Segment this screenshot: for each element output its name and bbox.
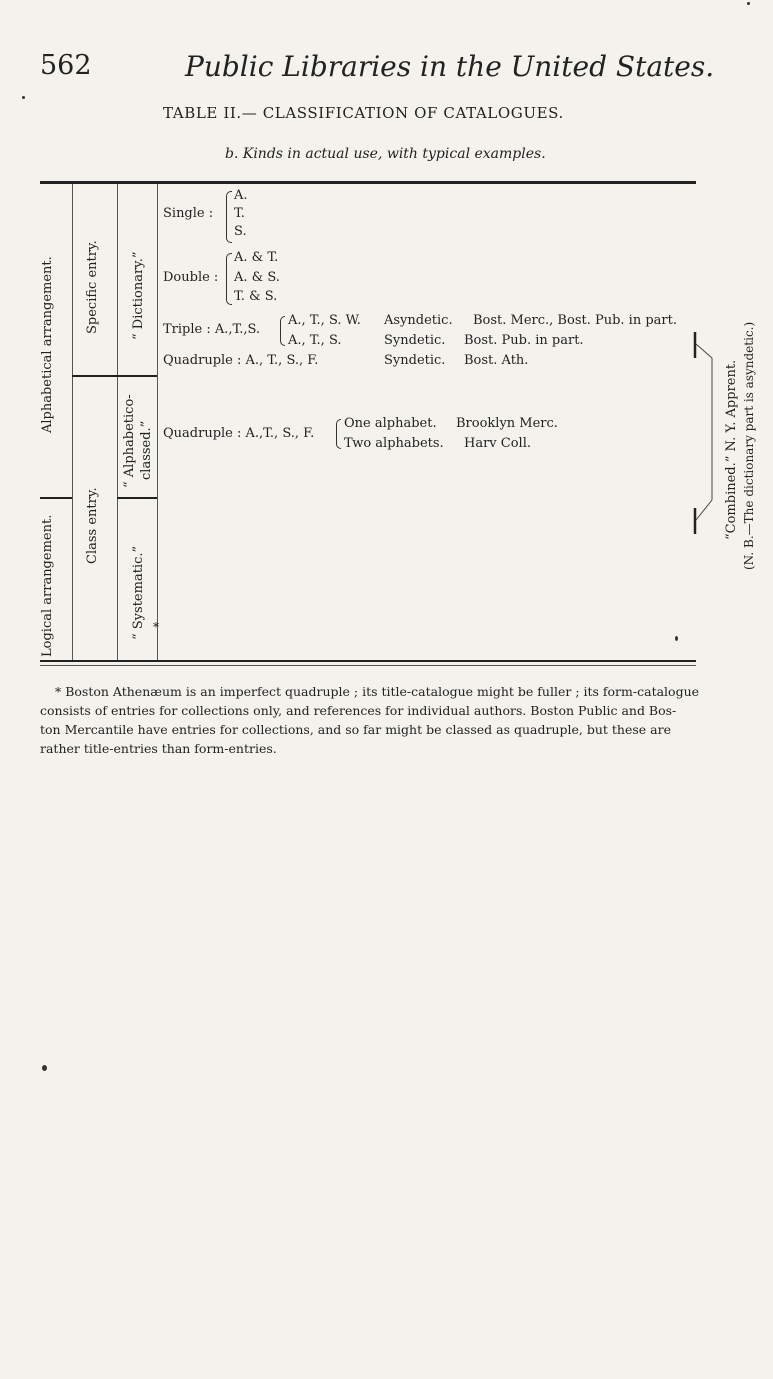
table-title: TABLE II.— CLASSIFICATION OF CATALOGUES.	[163, 104, 564, 122]
quadruple-classed-label: Quadruple : A.,T., S., F.	[163, 426, 315, 441]
triple-example-1: Bost. Merc., Bost. Pub. in part.	[473, 313, 677, 328]
quadruple-label: Quadruple : A., T., S., F.	[163, 353, 319, 368]
column-divider-3	[157, 184, 158, 660]
header-alphabetical-arrangement: Alphabetical arrangement.	[40, 256, 55, 433]
footnote-line-4: rather title-entries than form-entries.	[40, 741, 277, 756]
row-divider-classed-systematic	[117, 497, 157, 499]
triple-example-2: Bost. Pub. in part.	[464, 333, 584, 348]
quadruple-type: Syndetic.	[384, 353, 446, 368]
double-label: Double :	[163, 270, 219, 285]
double-brace	[226, 253, 232, 305]
triple-label: Triple : A.,T.,S.	[163, 322, 261, 337]
scan-speck	[42, 1065, 47, 1071]
header-class-entry: Class entry.	[85, 487, 100, 564]
triple-brace	[280, 316, 285, 346]
scan-speck	[747, 2, 750, 5]
classed-example-2: Harv Coll.	[464, 436, 531, 451]
table-bottom-rule-thin	[40, 665, 696, 666]
row-divider-specific-class	[72, 375, 157, 377]
double-item-as: A. & S.	[234, 270, 280, 285]
header-alphabetico-classed-1: “ Alphabetico-	[122, 394, 137, 488]
single-item-s: S.	[234, 224, 247, 239]
row-divider-alpha-logical	[40, 497, 72, 499]
page-number: 562	[40, 50, 92, 81]
scan-speck	[675, 636, 678, 641]
single-brace	[226, 191, 232, 243]
double-item-at: A. & T.	[234, 250, 279, 265]
combined-bracket	[690, 330, 720, 540]
header-specific-entry: Specific entry.	[85, 240, 100, 334]
single-item-t: T.	[234, 206, 245, 221]
triple-set-2: A., T., S.	[288, 333, 342, 348]
running-head: Public Libraries in the United States.	[185, 50, 715, 83]
single-label: Single :	[163, 206, 214, 221]
single-item-a: A.	[234, 188, 248, 203]
header-systematic: “ Systematic.”	[131, 545, 146, 640]
table-subtitle: b. Kinds in actual use, with typical examples.	[225, 146, 546, 162]
header-logical-arrangement: Logical arrangement.	[40, 514, 55, 657]
column-divider-1	[72, 184, 73, 660]
systematic-footnote-mark: *	[153, 620, 159, 634]
quadruple-classed-brace	[336, 419, 341, 449]
footnote-line-3: ton Mercantile have entries for collections, and so far might be classed as quadruple, but these are	[40, 722, 671, 737]
quadruple-example: Bost. Ath.	[464, 353, 529, 368]
classed-kind-1: One alphabet.	[344, 416, 437, 431]
table-top-rule	[40, 181, 696, 184]
double-item-ts: T. & S.	[234, 289, 278, 304]
classed-example-1: Brooklyn Merc.	[456, 416, 558, 431]
scan-speck	[22, 96, 25, 99]
triple-set-1: A., T., S. W.	[288, 313, 361, 328]
dictionary-note: (N. B.—The dictionary part is asyndetic.)	[742, 321, 756, 570]
footnote-line-1: * Boston Athenæum is an imperfect quadruple ; its title-catalogue might be fuller ; its form-catalogue	[55, 684, 700, 699]
triple-type-1: Asyndetic.	[384, 313, 453, 328]
triple-type-2: Syndetic.	[384, 333, 446, 348]
footnote-line-2: consists of entries for collections only, and references for individual authors. Boston Public and Bos-	[40, 703, 677, 718]
combined-label: “Combined.” N. Y. Apprent.	[724, 359, 739, 540]
table-bottom-rule	[40, 660, 696, 662]
column-divider-2	[117, 184, 118, 660]
classed-kind-2: Two alphabets.	[344, 436, 444, 451]
header-dictionary: “ Dictionary.”	[131, 251, 146, 340]
header-alphabetico-classed-2: classed.”	[139, 420, 154, 480]
